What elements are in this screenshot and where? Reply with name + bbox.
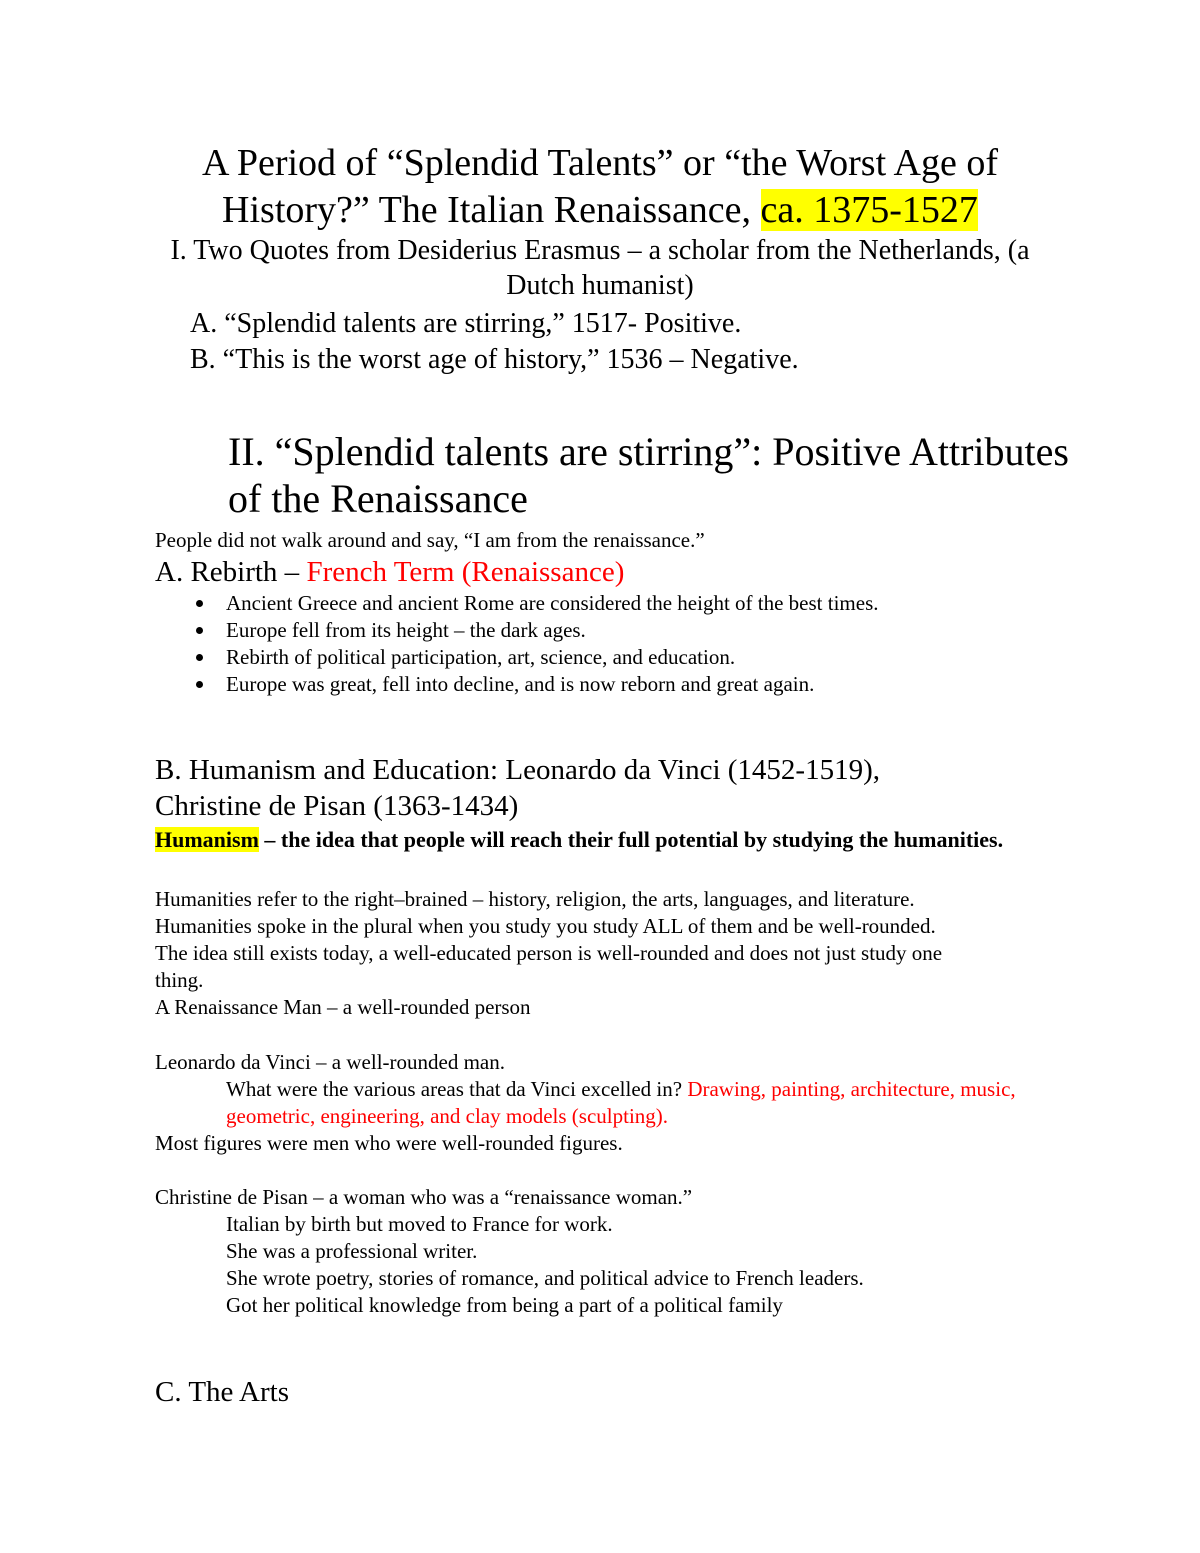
christine-detail: Italian by birth but moved to France for work. (226, 1212, 613, 1236)
section1-heading: I. Two Quotes from Desiderius Erasmus – a scholar from the Netherlands, (a Dutch humanist) (170, 235, 1030, 301)
renaissance-man-line: A Renaissance Man – a well-rounded person (155, 995, 531, 1019)
humanism-definition (155, 826, 1055, 854)
subsection-a-heading-red: French Term (Renaissance) (306, 556, 625, 588)
humanism-definition-text: – the idea that people will reach their full potential by studying the humanities. (258, 827, 1004, 852)
christine-intro: Christine de Pisan – a woman who was a “renaissance woman.” (155, 1185, 693, 1209)
title-date-highlight: ca. 1375-1527 (760, 189, 978, 231)
leonardo-question-text: What were the various areas that da Vinci excelled in? (226, 1077, 688, 1101)
list-item: Europe was great, fell into decline, and is now reborn and great again. (190, 671, 879, 698)
leonardo-intro: Leonardo da Vinci – a well-rounded man. (155, 1050, 505, 1074)
christine-detail: She wrote poetry, stories of romance, and political advice to French leaders. (226, 1266, 864, 1290)
subsection-b-heading-line1: B. Humanism and Education: Leonardo da Vinci (1452-1519), (155, 754, 880, 786)
humanities-line: Humanities spoke in the plural when you study you study ALL of them and be well-rounded. (155, 914, 936, 938)
section2-intro: People did not walk around and say, “I am from the renaissance.” (155, 528, 705, 552)
subsection-a-heading-black: A. Rebirth – (155, 556, 307, 588)
humanities-line: The idea still exists today, a well-educated person is well-rounded and does not just study one (155, 941, 943, 965)
humanities-line: Humanities refer to the right–brained – history, religion, the arts, languages, and literature. (155, 887, 915, 911)
christine-detail: She was a professional writer. (226, 1239, 478, 1263)
section2-heading: II. “Splendid talents are stirring”: Positive Attributes of the Renaissance (228, 429, 1069, 521)
figures-line: Most figures were men who were well-rounded figures. (155, 1131, 623, 1155)
list-item: Rebirth of political participation, art, science, and education. (190, 644, 879, 671)
leonardo-answer: Drawing, painting, architecture, music, geometric, engineering, and clay models (sculpting). (226, 1077, 1016, 1128)
document-title (150, 140, 1050, 234)
quote-a: A. “Splendid talents are stirring,” 1517- Positive. (190, 308, 742, 339)
quote-b: B. “This is the worst age of history,” 1536 – Negative. (190, 344, 799, 375)
title-text: A Period of “Splendid Talents” or “the Worst Age of History?” The Italian Renaissance, (201, 142, 998, 231)
subsection-b-heading-line2: Christine de Pisan (1363-1434) (155, 790, 519, 822)
leonardo-question (226, 1076, 1056, 1130)
list-item: Europe fell from its height – the dark ages. (190, 617, 879, 644)
subsection-c-heading: C. The Arts (155, 1376, 289, 1408)
humanism-term-highlight: Humanism (155, 827, 259, 852)
list-item: Ancient Greece and ancient Rome are considered the height of the best times. (190, 590, 879, 617)
subsection-a-heading (155, 554, 624, 590)
christine-detail: Got her political knowledge from being a part of a political family (226, 1293, 783, 1317)
rebirth-bullet-list (190, 590, 879, 698)
humanities-line: thing. (155, 968, 204, 992)
